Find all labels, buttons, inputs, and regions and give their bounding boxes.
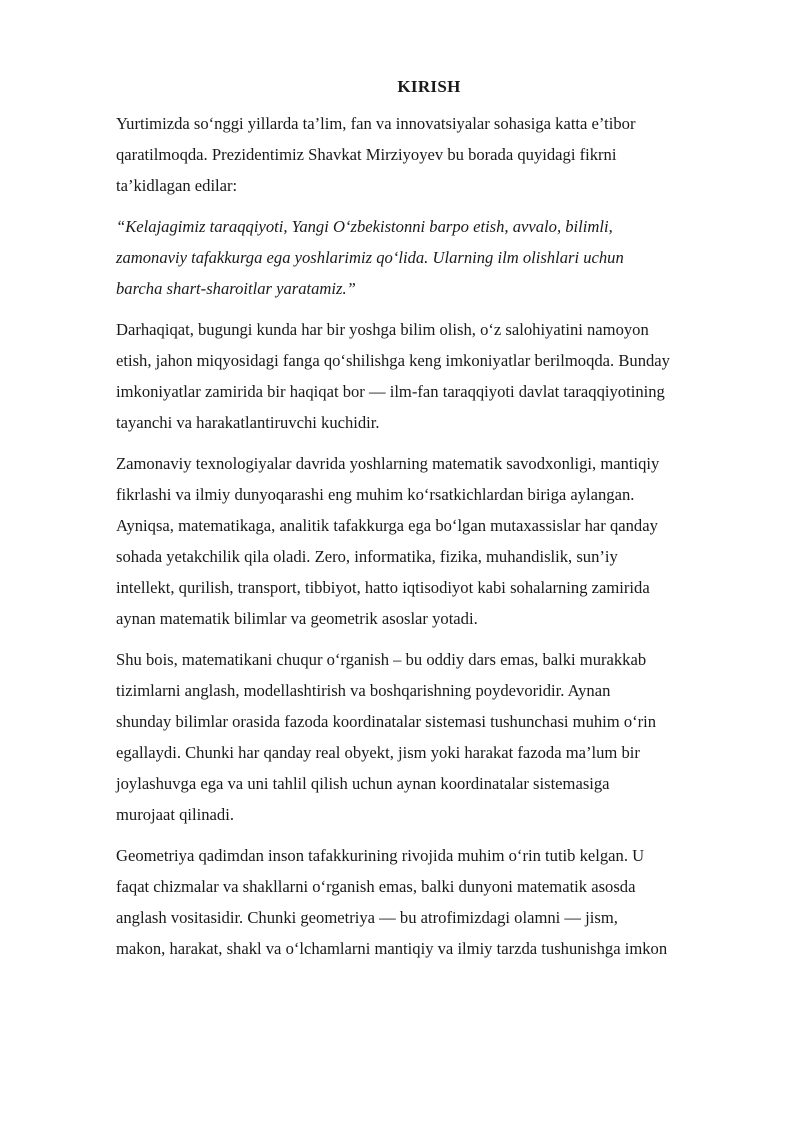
quote-line: zamonaviy tafakkurga ega yoshlarimiz qo‘lida. Ularning ilm olishlari uchun (116, 248, 624, 267)
paragraph-line: Shu bois, matematikani chuqur o‘rganish – bu oddiy dars emas, balki murakkab (116, 650, 647, 669)
paragraph-intro (116, 108, 742, 201)
paragraph-geometriya (116, 840, 742, 964)
paragraph-quote (116, 211, 742, 304)
paragraph-line: Darhaqiqat, bugungi kunda har bir yoshga bilim olish, o‘z salohiyatini namoyon (116, 320, 649, 339)
paragraph-line: aynan matematik bilimlar va geometrik asoslar yotadi. (116, 609, 478, 628)
paragraph-line: tizimlarni anglash, modellashtirish va boshqarishning poydevoridir. Aynan (116, 681, 611, 700)
paragraph-zamonaviy (116, 448, 742, 634)
paragraph-line: Zamonaviy texnologiyalar davrida yoshlarning matematik savodxonligi, mantiqiy (116, 454, 660, 473)
paragraph-line: joylashuvga ega va uni tahlil qilish uchun aynan koordinatalar sistemasiga (116, 774, 610, 793)
paragraph-line: faqat chizmalar va shakllarni o‘rganish emas, balki dunyoni matematik asosda (116, 877, 636, 896)
paragraph-line: etish, jahon miqyosidagi fanga qo‘shilishga keng imkoniyatlar berilmoqda. Bunday (116, 351, 670, 370)
paragraph-line: egallaydi. Chunki har qanday real obyekt, jism yoki harakat fazoda ma’lum bir (116, 743, 640, 762)
quote-line: “Kelajagimiz taraqqiyoti, Yangi O‘zbekistonni barpo etish, avvalo, bilimli, (116, 217, 613, 236)
paragraph-line: imkoniyatlar zamirida bir haqiqat bor — ilm-fan taraqqiyoti davlat taraqqiyotining (116, 382, 665, 401)
paragraph-shu-bois (116, 644, 742, 830)
paragraph-line: fikrlashi va ilmiy dunyoqarashi eng muhim ko‘rsatkichlardan biriga aylangan. (116, 485, 635, 504)
paragraph-darhaqiqat (116, 314, 742, 438)
quote-line: barcha shart-sharoitlar yaratamiz.” (116, 279, 356, 298)
paragraph-line: anglash vositasidir. Chunki geometriya — bu atrofimizdagi olamni — jism, (116, 908, 618, 927)
paragraph-line: shunday bilimlar orasida fazoda koordinatalar sistemasi tushunchasi muhim o‘rin (116, 712, 657, 731)
document-page (116, 74, 742, 974)
paragraph-line: tayanchi va harakatlantiruvchi kuchidir. (116, 413, 380, 432)
paragraph-line: ta’kidlagan edilar: (116, 176, 238, 195)
paragraph-line: Ayniqsa, matematikaga, analitik tafakkurga ega bo‘lgan mutaxassislar har qanday (116, 516, 658, 535)
paragraph-line: sohada yetakchilik qila oladi. Zero, informatika, fizika, muhandislik, sun’iy (116, 547, 618, 566)
paragraph-line: qaratilmoqda. Prezidentimiz Shavkat Mirziyoyev bu borada quyidagi fikrni (116, 145, 617, 164)
paragraph-line: murojaat qilinadi. (116, 805, 234, 824)
paragraph-line: Geometriya qadimdan inson tafakkurining rivojida muhim o‘rin tutib kelgan. U (116, 846, 645, 865)
paragraph-line: makon, harakat, shakl va o‘lchamlarni mantiqiy va ilmiy tarzda tushunishga imkon (116, 939, 668, 958)
section-title: KIRISH (397, 77, 461, 96)
paragraph-line: intellekt, qurilish, transport, tibbiyot, hatto iqtisodiyot kabi sohalarning zamirida (116, 578, 650, 597)
paragraph-line: Yurtimizda so‘nggi yillarda ta’lim, fan va innovatsiyalar sohasiga katta e’tibor (116, 114, 636, 133)
